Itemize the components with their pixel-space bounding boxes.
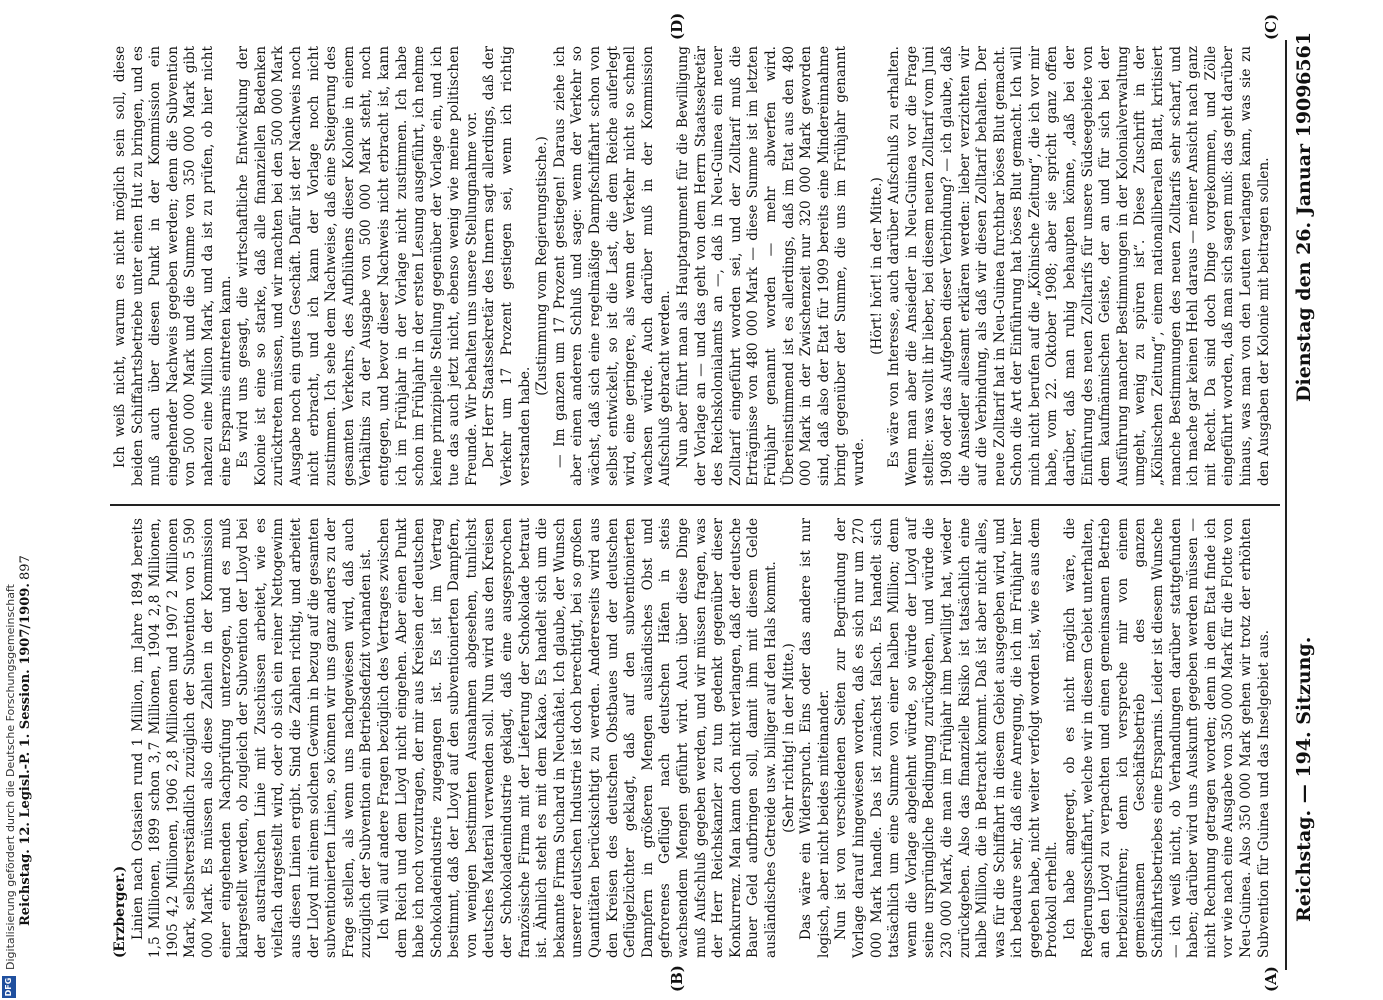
header-date: Dienstag den 26. Januar 1909.	[1293, 77, 1315, 402]
funding-note: Digitalisierung gefördert durch die Deutsche Forschungsgemeinschaft	[4, 584, 17, 970]
left-column	[112, 518, 1273, 958]
interjection: (Hört! hört! in der Mitte.)	[868, 177, 885, 355]
paragraph: Nun ist von verschiedenen Seiten zur Begründung der Vorlage darauf hingewiesen worden, daß es sich nur um 270 000 Mark handle. Das ist zunächst falsch. Es handelt sich tatsächlich um eine Summe von einer halben Million; denn wenn die Vorlage abgelehnt würde, so würde der Lloyd auf seine ursprüngliche Bedingung zurückgehen, und würde die 230 000 Mark, die man im Frühjahr ihm bewilligt hat, wieder zurückgeben. Also das finanzielle Risiko ist tatsächlich eine halbe Million, die in Betracht kommt. Daß ist aber nicht alles, was für die Schiffahrt in diesem Gebiet ausgegeben wird, und ich bedaure sehr, daß eine Anregung, die ich im Frühjahr hier gegeben habe, nicht weiter verfolgt worden ist, wie es aus dem Protokoll erhellt.	[833, 518, 1061, 958]
header-session: Reichstag. — 194. Sitzung.	[1293, 636, 1315, 922]
paragraph: Es wäre von Interesse, auch darüber Aufschluß zu erhalten. Wenn man aber die Ansiedler in Neu-Guinea vor die Frage stellte: was wollt ihr lieber, bei diesem neuen Zolltarif vom Juni 1908 oder das Aufgeben dieser Verbindung? — ich glaube, daß die Ansiedler allesamt erklären werden: lieber verzichten wir auf die Verbindung, als daß wir diesen Zolltarif behalten. Der neue Zolltarif hat in Neu-Guinea furchtbar böses Blut gemacht. Schon die Art der Einführung hat böses Blut gemacht. Ich will mich nicht berufen auf die „Kölnische Zeitung“, die ich vor mir habe, vom 22. Oktober 1908; aber sie spricht ganz offen darüber, daß man ruhig behaupten könne, „daß bei der Einführung des neuen Zolltarifs für unsere Südseegebiete von dem kaufmännischen Geiste, der an und für sich bei der Ausführung mancher Bestimmungen in der Kolonialverwaltung umgeht, wenig zu spüren ist“. Diese Zuschrift in der „Kölnischen Zeitung“, einem nationalliberalen Blatt, kritisiert manche Bestimmungen des neuen Zolltarifs sehr scharf, und ich mache gar keinen Hehl daraus — meiner Ansicht nach ganz mit Recht. Da sind doch Dinge vorgekommen, und Zölle eingeführt worden, daß man sich sagen muß: das geht darüber hinaus, was man von den Leuten verlangen kann, was sie zu den Ausgaben der Kolonie mit beitragen sollen.	[886, 46, 1272, 486]
right-column	[112, 46, 1273, 486]
paragraph: Das wäre ein Widerspruch. Eins oder das andere ist nur logisch, aber nicht beides miteinander.	[798, 518, 832, 958]
paragraph: Der Herr Staatssekretär des Innern sagt allerdings, daß der Verkehr um 17 Prozent gestiegen sei, wenn ich richtig verstanden habe.	[481, 46, 533, 486]
page-number: 6561	[1293, 32, 1315, 85]
interjection: (Zustimmung vom Regierungstische.)	[534, 136, 551, 396]
margin-marker-a: (A)	[1262, 966, 1280, 992]
paragraph: Ich habe angeregt, ob es nicht möglich wäre, die Regierungsschiffahrt, welche wir in diesem Gebiet unterhalten, an den Lloyd zu verpachten und einen gemeinsamen Betrieb herbeizuführen; denn ich verspreche mir von einem gemeinsamen Geschäftsbetrieb des ganzen Schiffahrtsbetriebes eine Ersparnis. Leider ist diesem Wunsche — ich weiß nicht, ob Verhandlungen darüber stattgefunden haben; darüber wird uns Auskunft gegeben werden müssen — nicht Rechnung getragen worden; denn in dem Etat finde ich vor wie nach eine Ausgabe von 350 000 Mark für die Flotte von Neu-Guinea. Also 350 000 Mark gehen wir trotz der erhöhten Subvention für Guinea und das Inselgebiet aus.	[1062, 518, 1272, 958]
margin-marker-c: (C)	[1262, 13, 1280, 40]
header-rule	[1285, 40, 1287, 970]
left-column-frame	[112, 506, 1282, 1000]
page-header	[1293, 32, 1327, 962]
paragraph: Nun aber führt man als Hauptargument für die Bewilligung der Vorlage an — und das geht von dem Herrn Staatssekretär des Reichskolonialamts an —, daß in Neu-Guinea ein neuer Zolltarif eingeführt worden sei, und der Zolltarif muß die Erträgnisse von 480 000 Mark — diese Summe ist im letzten Frühjahr genannt worden — mehr abwerfen wird. Übereinstimmend ist es allerdings, daß im Etat aus den 480 000 Mark in der Zwischenzeit nur 320 000 Mark geworden sind, daß also der Etat für 1909 bereits eine Mindereinnahme bringt gegenüber der Summe, die uns im Frühjahr genannt wurde.	[675, 46, 867, 486]
paragraph: — Im ganzen um 17 Prozent gestiegen! Daraus ziehe ich aber einen anderen Schluß und sage: wenn der Verkehr so wächst, daß sich eine regelmäßige Dampfschiffahrt schon von selbst entwickelt, so ist die Last, die dem Reiche auferlegt wird, eine geringere, als wenn der Verkehr nicht so schnell wachsen würde. Auch darüber muß in der Kommission Aufschluß gebracht werden.	[551, 46, 674, 486]
footer-page-number: 897	[18, 555, 33, 580]
speaker-name: (Erzberger.)	[112, 865, 128, 958]
paragraph: Ich weiß nicht, warum es nicht möglich sein soll, diese beiden Schiffahrtsbetriebe unter einen Hut zu bringen, und es muß auch über diesen Punkt in der Kommission ein eingehender Nachweis gegeben werden; denn die Subvention von 500 000 Mark und die Summe von 350 000 Mark gibt nahezu eine Million Mark, und da ist zu prüfen, ob hier nicht eine Ersparnis eintreten kann.	[112, 46, 234, 486]
right-column-frame	[112, 0, 1282, 506]
paragraph: Linien nach Ostasien rund 1 Million, im Jahre 1894 bereits 1,5 Millionen, 1899 schon 3,7 Millionen, 1904 2,8 Millionen, 1905 4,2 Millionen, 1906 2,8 Millionen und 1907 2 Millionen Mark, selbstverständlich zuzüglich der Subvention von 5 590 000 Mark. Es müssen also diese Zahlen in der Kommission einer eingehenden Nachprüfung unterzogen, und es muß klargestellt werden, ob zugleich der Subvention der Lloyd bei der australischen Linie mit Zuschüssen arbeitet, wie es vielfach dargestellt wird, oder ob sich ein reiner Nettogewinn aus diesen Linien ergibt. Sind die Zahlen richtig, und arbeitet der Lloyd mit einem solchen Gewinn in bezug auf die gesamten subventionierten Linien, so können wir uns ganz anders zu der Frage stellen, als wenn uns nachgewiesen wird, daß auch zuzüglich der Subvention ein Betriebsdefizit vorhanden ist.	[129, 518, 375, 958]
margin-marker-d: (D)	[668, 12, 686, 40]
paragraph: Ich will auf andere Fragen bezüglich des Vertrages zwischen dem Reich und dem Lloyd nicht eingehen. Aber einen Punkt habe ich noch vorzutragen, der mir aus Kreisen der deutschen Schokoladeindustrie zugegangen ist. Es ist im Vertrag bestimmt, daß der Lloyd auf den subventionierten Dampfern, von wenigen bestimmten Ausnahmen abgesehen, tunlichst deutsches Material verwenden soll. Nun wird aus den Kreisen der Schokoladenindustrie geklagt, daß eine ausgesprochen französische Firma mit der Lieferung der Schokolade betraut ist. Ähnlich steht es mit dem Kakao. Es handelt sich um die bekannte Firma Suchard in Neuchâtel. Ich glaube, der Wunsch unserer deutschen Industrie ist doch berechtigt, bei so großen Quantitäten berücksichtigt zu werden. Andererseits wird aus den Kreisen des deutschen Obstbaues und der deutschen Geflügelzüchter geklagt, daß auf den subventionierten Dampfern in größeren Mengen ausländisches Obst und gefrorenes Geflügel nach deutschen Häfen in steis wachsendem Mengen geführt wird. Auch über diese Dinge muß Aufschluß gegeben werden, und wir müssen fragen, was der Herr Reichskanzler zu tun gedenkt gegenüber dieser Konkurrenz. Man kann doch nicht verlangen, daß der deutsche Bauer Geld aufbringen soll, damit ihm mit diesem Gelde ausländisches Getreide usw. billiger auf den Hals kommt.	[375, 518, 779, 958]
dfg-logo: DFG	[2, 976, 16, 998]
interjection: (Sehr richtig! in der Mitte.)	[780, 643, 797, 833]
footer-legislature: Reichstag. 12. Legisl.-P. 1. Session. 1907/1909.	[18, 583, 33, 926]
margin-marker-b: (B)	[668, 965, 686, 992]
paragraph: Es wird uns gesagt, die wirtschaftliche Entwicklung der Kolonie ist eine so starke, daß alle finanziellen Bedenken zurücktreten müssen, und wir machten bei den 500 000 Mark Ausgabe noch ein gutes Geschäft. Dafür ist der Nachweis noch nicht erbracht, und ich kann der Vorlage noch nicht zustimmen. Ich sehe dem Nachweise, daß eine Steigerung des gesamten Verkehrs, des Aufblühens dieser Kolonie in einem Verhältnis zu der Ausgabe von 500 000 Mark steht, noch entgegen, und bevor dieser Nachweis nicht erbracht ist, kann ich im Frühjahr in der Vorlage nicht zustimmen. Ich habe schon im Frühjahr in der ersten Lesung ausgeführt, ich nehme keine prinzipielle Stellung gegenüber der Vorlage ein, und ich tue das auch jetzt nicht, ebenso wenig wie meine politischen Freunde. Wir behalten uns unsere Stellungnahme vor.	[235, 46, 480, 486]
